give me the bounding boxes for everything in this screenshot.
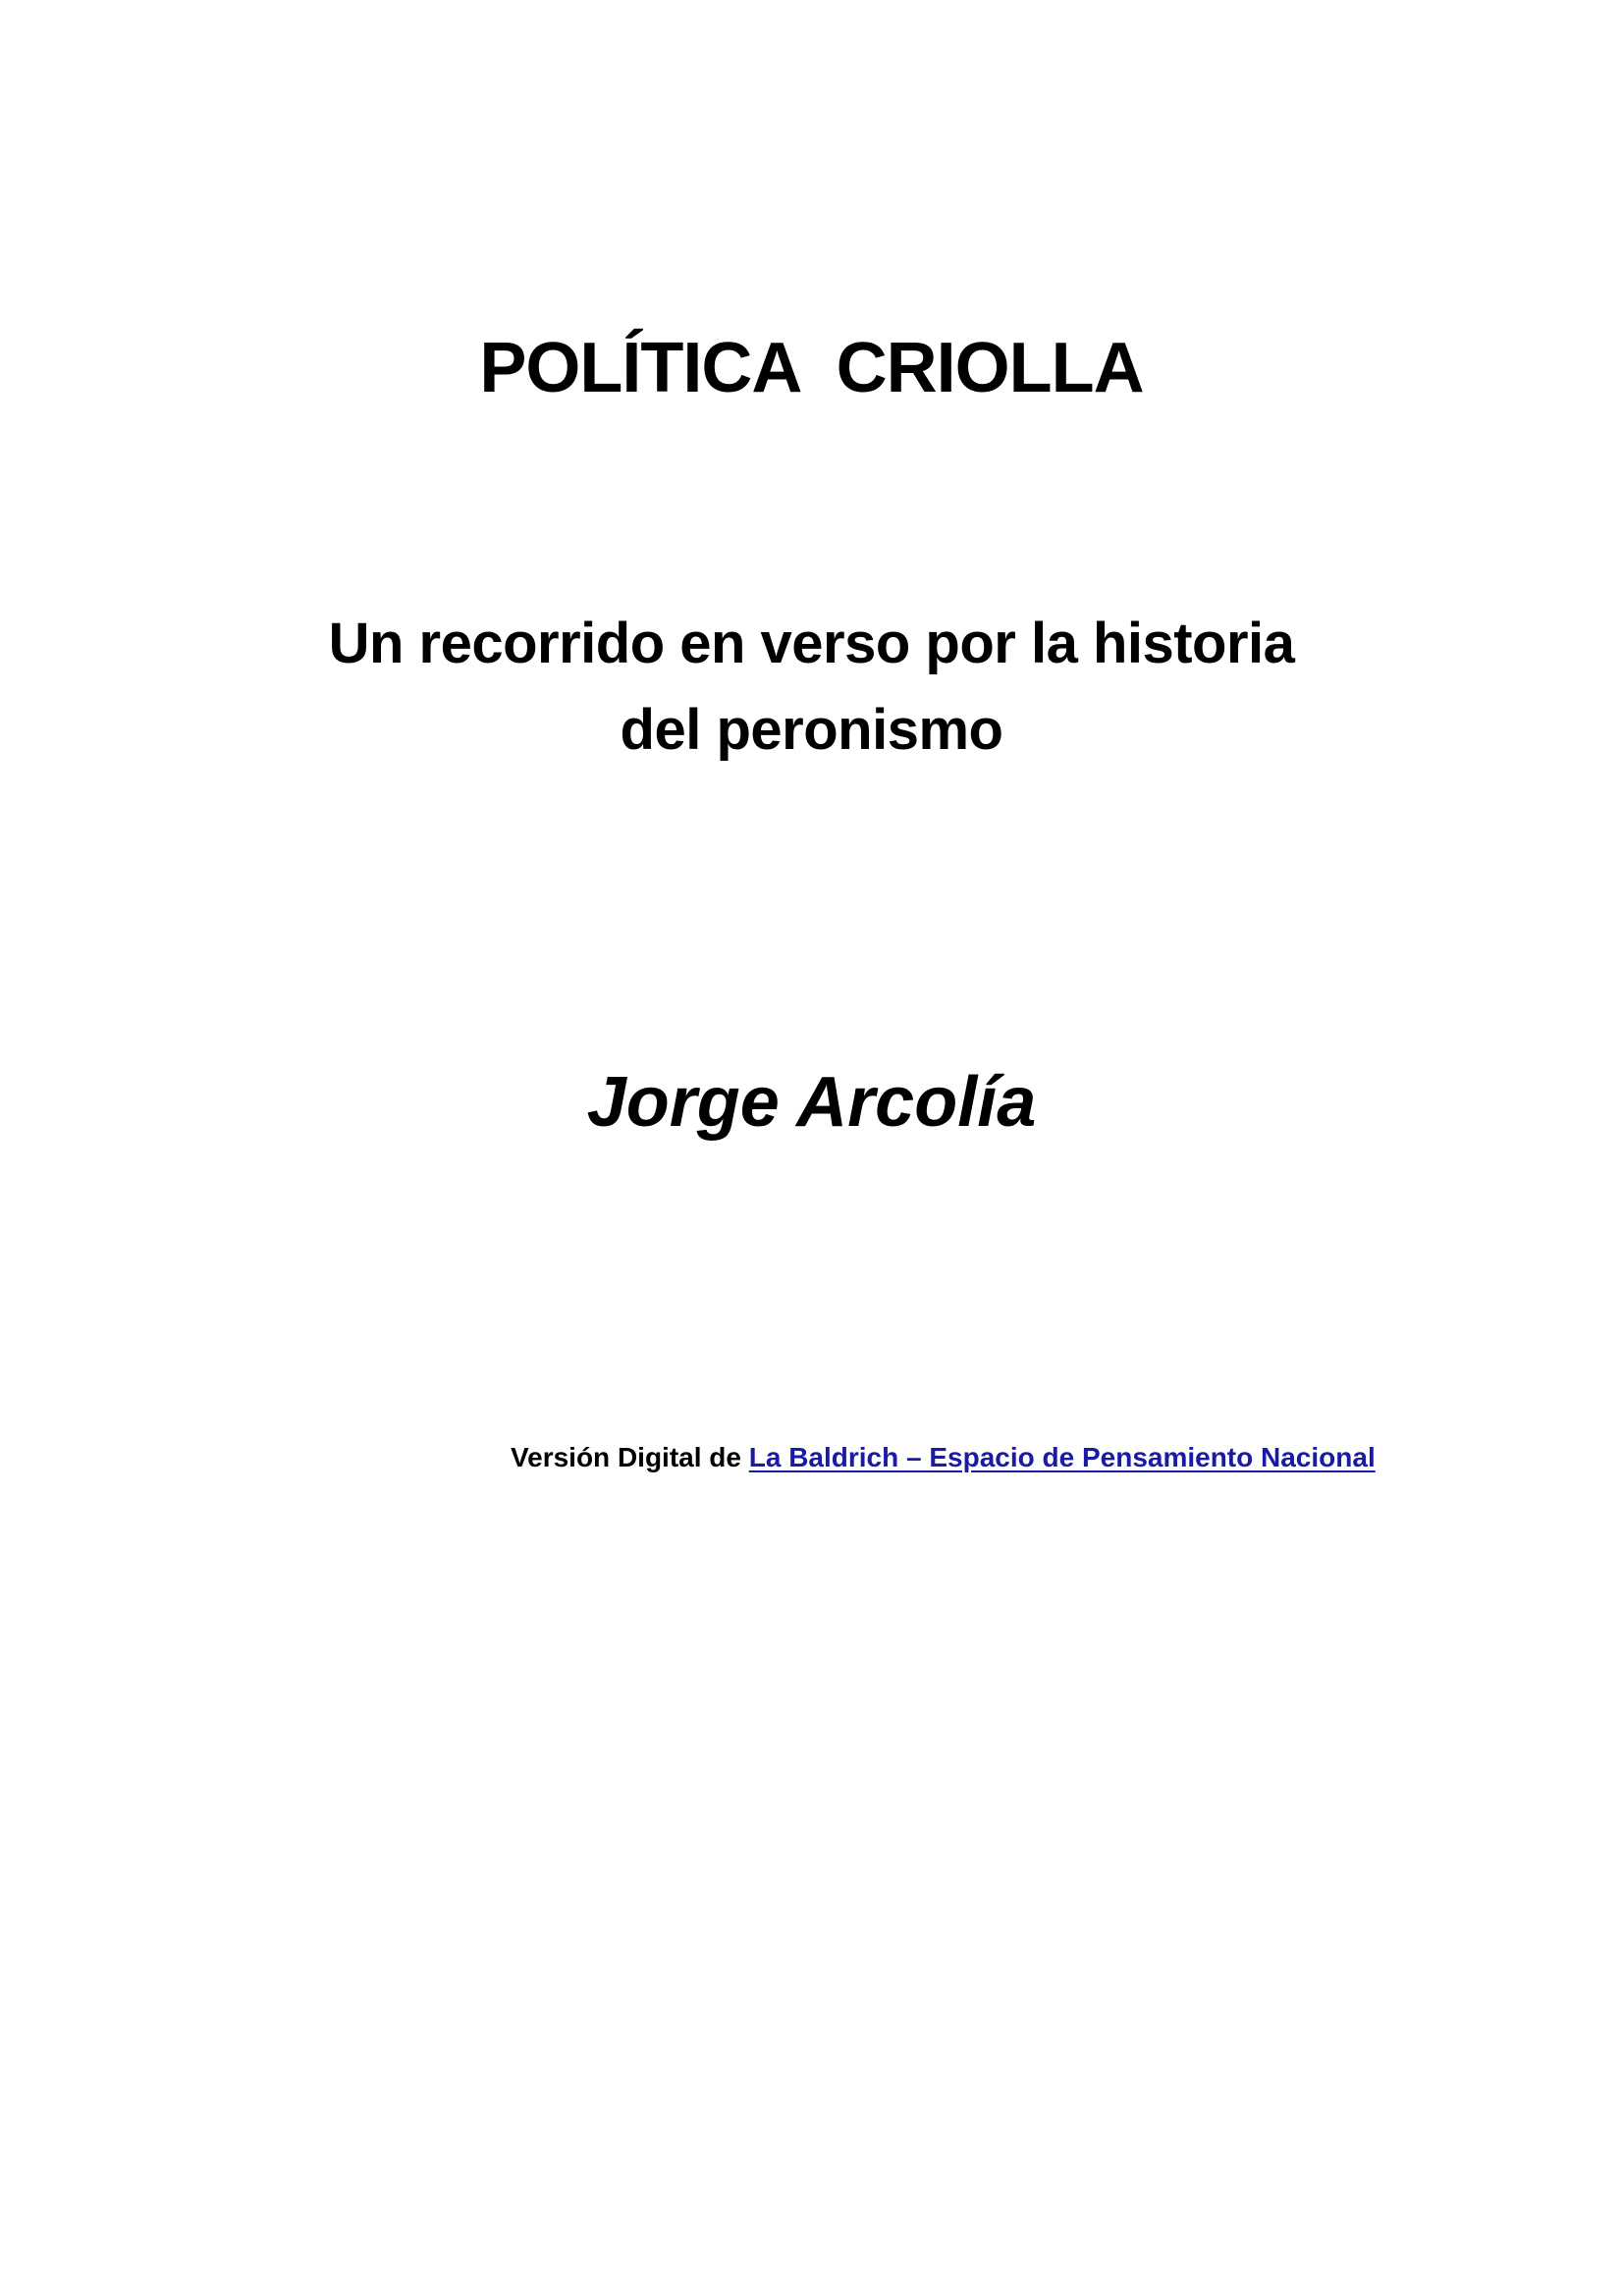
credit-prefix: Versión Digital de — [511, 1442, 741, 1472]
subtitle-line-2: del peronismo — [620, 698, 1003, 762]
credit-line — [511, 1438, 1376, 1477]
source-link[interactable]: La Baldrich – Espacio de Pensamiento Nacional — [748, 1442, 1376, 1472]
author-name: Jorge Arcolía — [586, 1063, 1037, 1142]
document-title: POLÍTICA CRIOLLA — [479, 329, 1144, 407]
document-subtitle — [0, 601, 1623, 774]
subtitle-line-1: Un recorrido en verso por la historia — [328, 612, 1295, 675]
